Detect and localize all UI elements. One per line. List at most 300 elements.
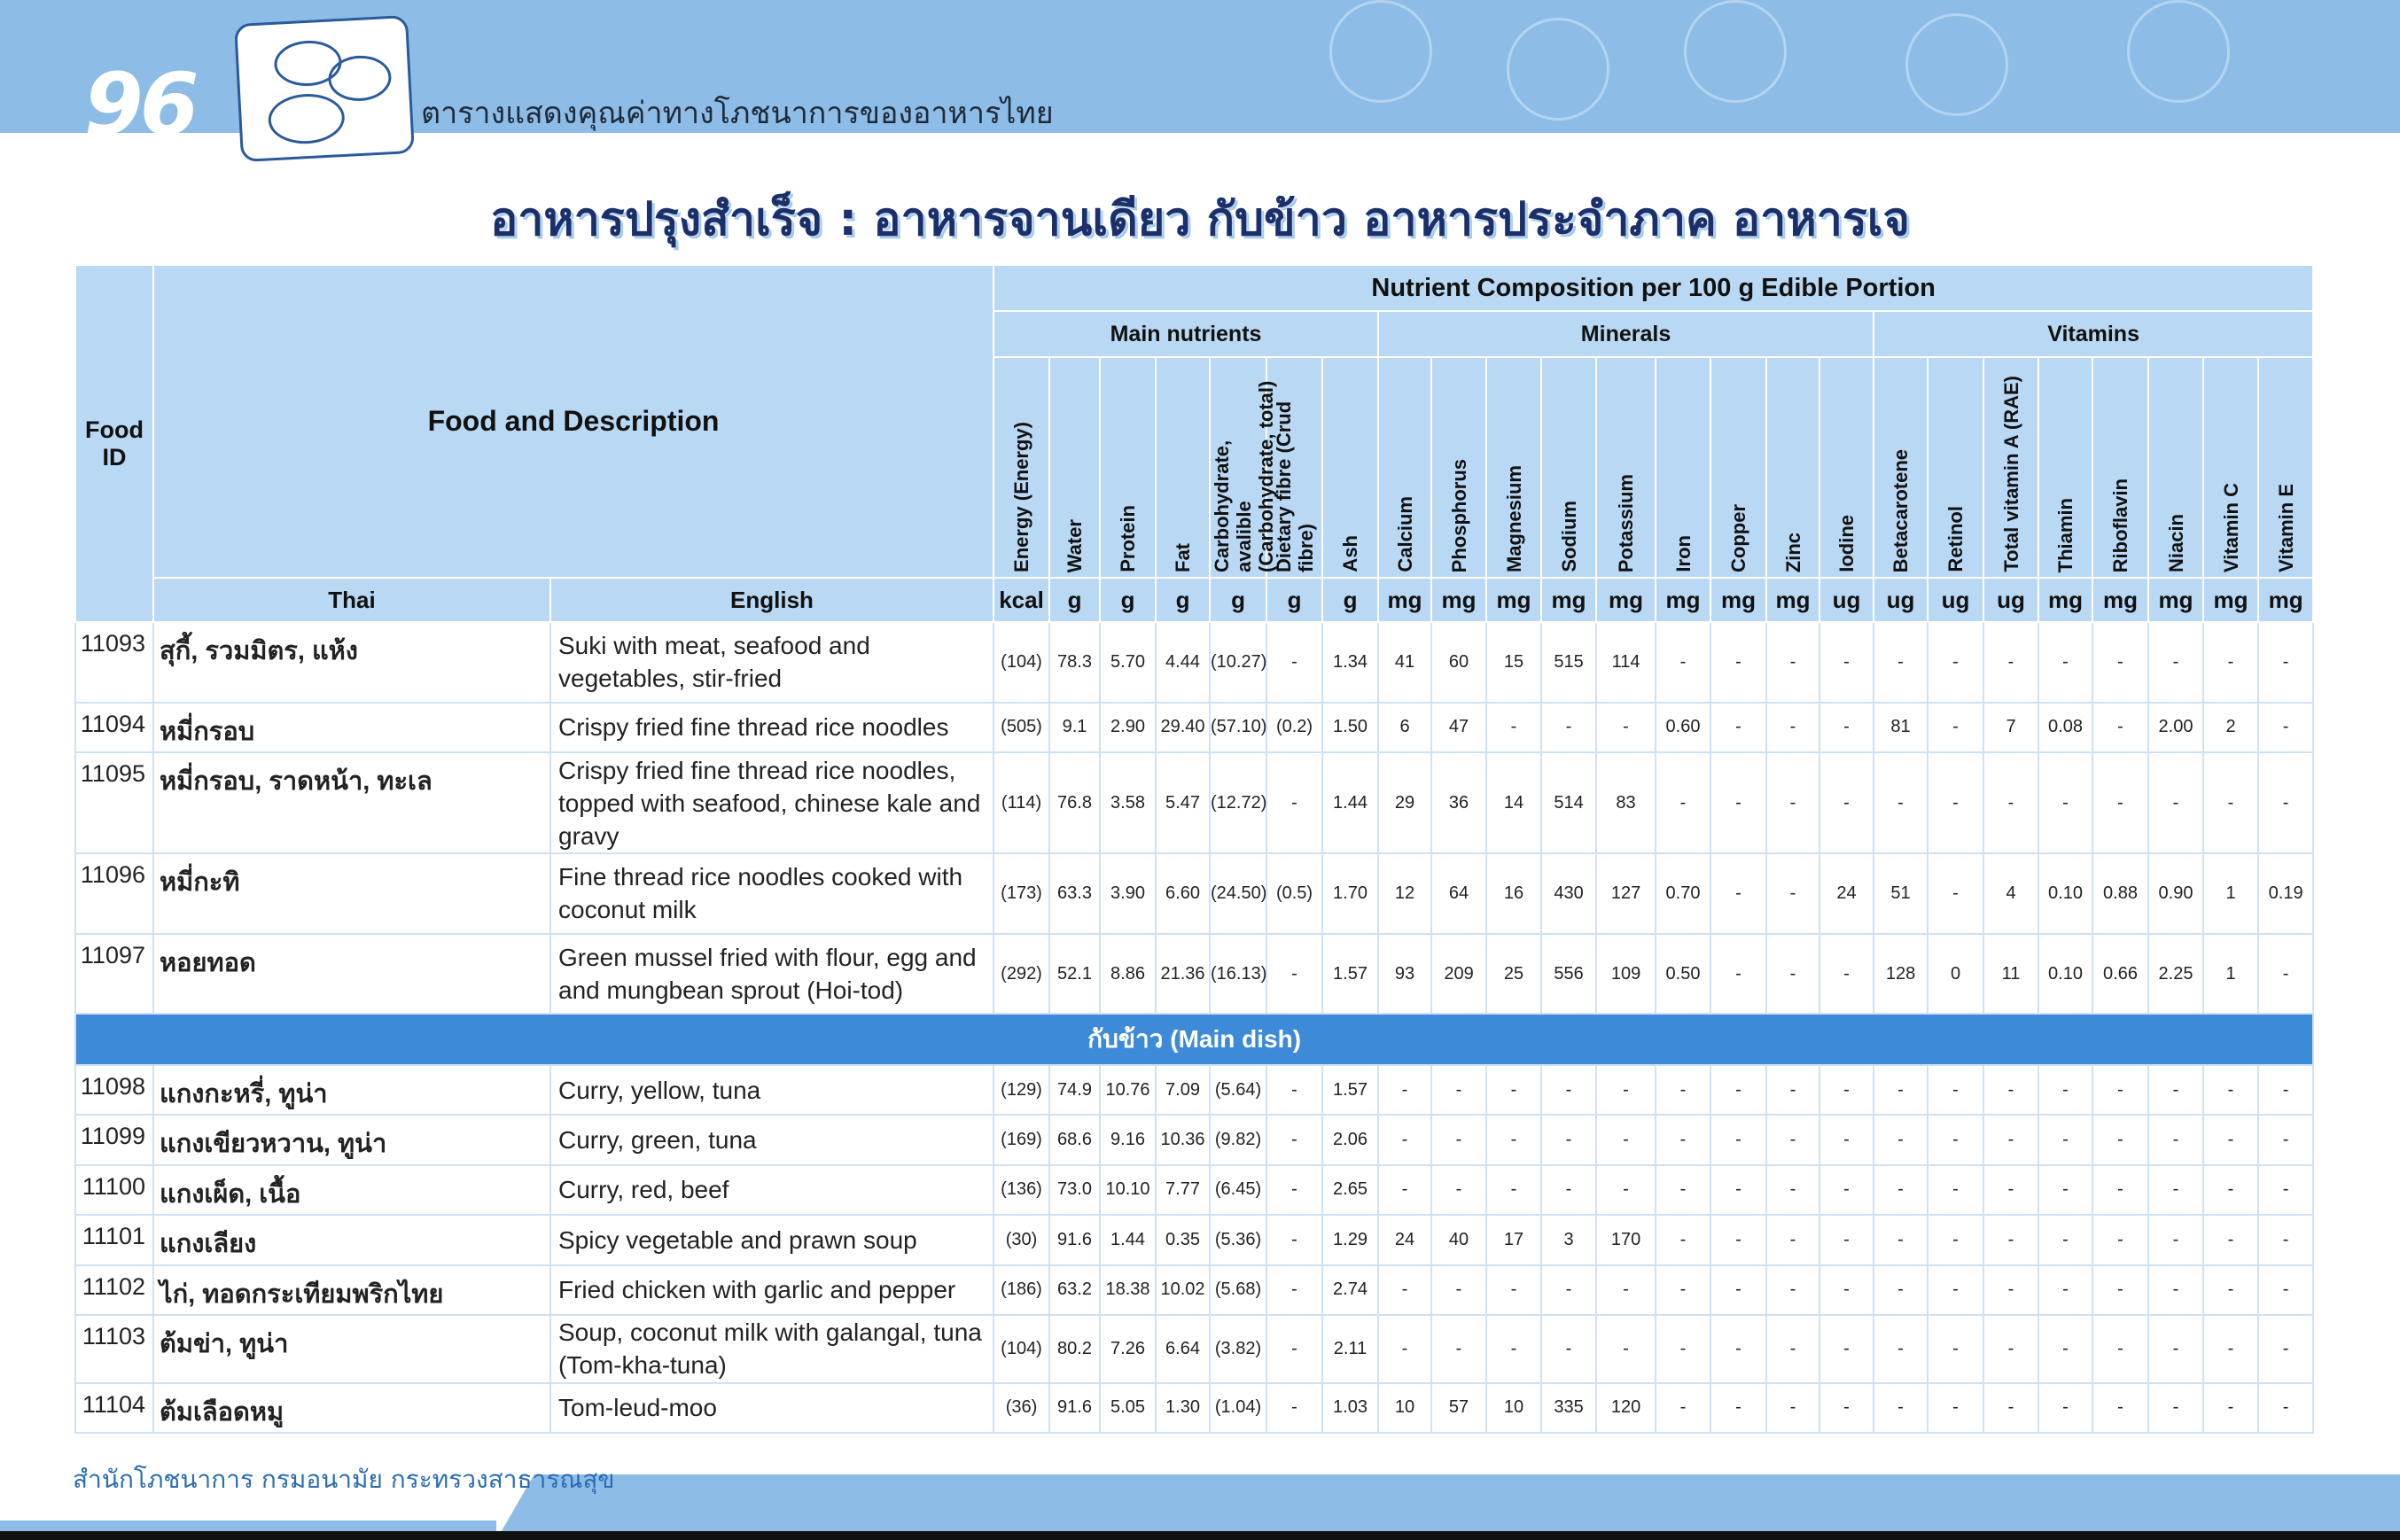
nutrient-value-cell: 76.8 (1049, 752, 1100, 853)
nutrient-value-cell: 91.6 (1049, 1383, 1100, 1434)
nutrient-value-cell: 1 (2203, 853, 2258, 934)
vegetable-doodle-icon (2127, 0, 2230, 103)
nutrient-value-cell: 24 (1819, 853, 1874, 934)
nutrient-value-cell: - (1266, 622, 1322, 703)
nutrient-value-cell: - (2038, 1165, 2092, 1215)
nutrient-value-cell: - (1596, 1165, 1656, 1215)
nutrient-value-cell: 83 (1596, 752, 1656, 853)
unit-header: mg (2148, 578, 2203, 622)
nutrient-value-cell: (36) (994, 1383, 1049, 1434)
nutrient-value-cell: 2.90 (1100, 703, 1156, 752)
unit-header: mg (1596, 578, 1656, 622)
nutrient-value-cell: (169) (994, 1115, 1049, 1164)
nutrient-value-cell: - (2148, 1115, 2203, 1164)
nutrient-value-cell: - (2038, 752, 2092, 853)
nutrient-value-cell: - (2092, 1065, 2148, 1115)
nutrient-value-cell: - (1819, 752, 1874, 853)
nutrient-value-cell: - (1656, 1115, 1710, 1164)
nutrient-value-cell: - (2092, 752, 2148, 853)
nutrient-value-cell: 514 (1541, 752, 1596, 853)
nutrient-value-cell: - (1431, 1115, 1486, 1164)
nutrient-value-cell: - (1983, 1265, 2038, 1315)
nutrient-value-cell: - (1378, 1115, 1431, 1164)
nutrient-name: Total vitamin A (RAE) (1999, 376, 2022, 572)
nutrient-value-cell: - (1596, 1115, 1656, 1164)
nutrient-value-cell: - (1983, 1383, 2038, 1434)
nutrient-value-cell: - (1266, 752, 1322, 853)
nutrient-value-cell: (5.68) (1210, 1265, 1266, 1315)
nutrient-value-cell: - (2258, 622, 2313, 703)
nutrient-name: Ash (1339, 535, 1362, 572)
nutrient-value-cell: - (1766, 934, 1819, 1015)
nutrient-value-cell: (114) (994, 752, 1049, 853)
food-bowls-icon (234, 15, 415, 162)
nutrient-value-cell: 2.06 (1322, 1115, 1378, 1164)
nutrient-value-cell: (5.36) (1210, 1215, 1266, 1264)
nutrient-value-cell: - (2092, 703, 2148, 752)
nutrient-value-cell: - (1983, 1165, 2038, 1215)
nutrient-value-cell: - (1819, 622, 1874, 703)
thai-name-cell: แกงเลียง (153, 1215, 550, 1264)
nutrient-value-cell: (24.50) (1210, 853, 1266, 934)
nutrient-composition-header: Nutrient Composition per 100 g Edible Portion (994, 265, 2313, 311)
nutrient-value-cell: - (1378, 1165, 1431, 1215)
bowl-icon (267, 92, 346, 145)
nutrient-value-cell: - (1983, 1315, 2038, 1383)
table-row (75, 853, 2313, 934)
nutrient-value-cell: - (1656, 1065, 1710, 1115)
unit-header: g (1322, 578, 1378, 622)
nutrient-value-cell: - (1928, 853, 1983, 934)
nutrient-value-cell: - (2203, 1215, 2258, 1264)
nutrient-value-cell: 0.70 (1656, 853, 1710, 934)
food-description-header: Food and Description (153, 265, 994, 578)
nutrient-value-cell: 515 (1541, 622, 1596, 703)
unit-header: g (1049, 578, 1100, 622)
thai-name-cell: ต้มเลือดหมู (153, 1383, 550, 1434)
vegetable-doodle-icon (1507, 18, 1609, 121)
nutrient-value-cell: 1 (2203, 934, 2258, 1015)
nutrient-name: Water (1064, 518, 1087, 572)
nutrient-value-cell: 9.1 (1049, 703, 1100, 752)
nutrient-value-cell: - (1766, 1215, 1819, 1264)
food-id-cell: 11098 (75, 1065, 153, 1115)
thai-name-cell: แกงกะหรี่, ทูน่า (153, 1065, 550, 1115)
nutrient-value-cell: - (1266, 1265, 1322, 1315)
table-row (75, 1115, 2313, 1164)
food-id-cell: 11096 (75, 853, 153, 934)
nutrient-value-cell: - (2148, 1065, 2203, 1115)
nutrient-value-cell: - (1266, 934, 1322, 1015)
unit-header: ug (1819, 578, 1874, 622)
nutrient-value-cell: - (2258, 703, 2313, 752)
nutrient-value-cell: - (2092, 1115, 2148, 1164)
nutrient-value-cell: - (2203, 1315, 2258, 1383)
nutrient-value-cell: 170 (1596, 1215, 1656, 1264)
nutrient-value-cell: 3.58 (1100, 752, 1156, 853)
nutrient-value-cell: - (1656, 1215, 1710, 1264)
nutrient-value-cell: (0.2) (1266, 703, 1322, 752)
nutrient-header-carbohydrate-avalible-carbohydrate (1210, 357, 1278, 578)
english-name-cell: Curry, yellow, tuna (550, 1065, 994, 1115)
nutrient-name: Thiamin (2054, 497, 2077, 572)
nutrient-value-cell: - (1928, 622, 1983, 703)
nutrient-value-cell: - (1541, 1115, 1596, 1164)
nutrient-name: Energy (Energy) (1010, 422, 1033, 572)
footer-bar (496, 1474, 2400, 1540)
nutrient-value-cell: - (2148, 752, 2203, 853)
nutrient-name: Iron (1671, 535, 1695, 572)
nutrient-value-cell: 10.10 (1100, 1165, 1156, 1215)
nutrient-value-cell: - (1541, 1165, 1596, 1215)
food-id-cell: 11100 (75, 1165, 153, 1215)
nutrient-value-cell: - (1378, 1265, 1431, 1315)
table-row (75, 1165, 2313, 1215)
nutrient-value-cell: - (1874, 1165, 1928, 1215)
thai-name-cell: ไก่, ทอดกระเทียมพริกไทย (153, 1265, 550, 1315)
nutrient-header-thiamin (2038, 357, 2092, 578)
nutrient-value-cell: - (1710, 1315, 1766, 1383)
nutrient-value-cell: 1.34 (1322, 622, 1378, 703)
nutrient-value-cell: - (1819, 1383, 1874, 1434)
minerals-header: Minerals (1378, 311, 1874, 357)
nutrient-value-cell: - (1486, 1315, 1541, 1383)
nutrient-value-cell: - (1928, 1065, 1983, 1115)
nutrient-value-cell: - (2258, 1315, 2313, 1383)
nutrient-value-cell: 0.10 (2038, 853, 2092, 934)
nutrient-value-cell: 7.26 (1100, 1315, 1156, 1383)
nutrient-value-cell: 335 (1541, 1383, 1596, 1434)
food-id-cell: 11095 (75, 752, 153, 853)
nutrient-value-cell: - (1928, 1165, 1983, 1215)
nutrient-value-cell: - (1928, 703, 1983, 752)
nutrient-header-vitamin-c (2203, 357, 2258, 578)
main-nutrients-header: Main nutrients (994, 311, 1378, 357)
table-row (75, 1215, 2313, 1264)
unit-header: mg (2038, 578, 2092, 622)
nutrient-value-cell: 21.36 (1156, 934, 1210, 1015)
thai-name-cell: หมี่กรอบ, ราดหน้า, ทะเล (153, 752, 550, 853)
thai-name-cell: หมี่กรอบ (153, 703, 550, 752)
nutrient-name: Copper (1727, 504, 1750, 572)
nutrient-value-cell: 127 (1596, 853, 1656, 934)
nutrient-value-cell: (9.82) (1210, 1115, 1266, 1164)
nutrient-value-cell: - (1928, 1383, 1983, 1434)
unit-header: mg (1710, 578, 1766, 622)
nutrient-value-cell: (16.13) (1210, 934, 1266, 1015)
nutrient-value-cell: - (1928, 1315, 1983, 1383)
nutrient-name: Sodium (1557, 501, 1580, 572)
nutrient-value-cell: 10 (1486, 1383, 1541, 1434)
nutrient-value-cell: - (1266, 1215, 1322, 1264)
nutrient-header-fat (1156, 357, 1210, 578)
nutrient-value-cell: - (2148, 1265, 2203, 1315)
nutrient-value-cell: 2.74 (1322, 1265, 1378, 1315)
nutrient-value-cell: 52.1 (1049, 934, 1100, 1015)
english-name-cell: Crispy fried fine thread rice noodles, topped with seafood, chinese kale and gravy (550, 752, 994, 853)
unit-header: ug (1874, 578, 1928, 622)
nutrient-value-cell: 68.6 (1049, 1115, 1100, 1164)
unit-header: g (1266, 578, 1322, 622)
nutrient-value-cell: - (1431, 1265, 1486, 1315)
table-row (75, 703, 2313, 752)
nutrient-value-cell: (173) (994, 853, 1049, 934)
nutrient-value-cell: - (2038, 622, 2092, 703)
nutrient-value-cell: (10.27) (1210, 622, 1266, 703)
nutrient-value-cell: - (1486, 1165, 1541, 1215)
nutrient-header-niacin (2148, 357, 2203, 578)
vegetable-doodle-icon (1684, 0, 1787, 103)
nutrient-value-cell: 93 (1378, 934, 1431, 1015)
english-name-cell: Suki with meat, seafood and vegetables, stir-fried (550, 622, 994, 703)
nutrient-value-cell: - (1541, 1265, 1596, 1315)
nutrient-value-cell: 29.40 (1156, 703, 1210, 752)
nutrient-value-cell: - (1928, 1115, 1983, 1164)
nutrient-name: Retinol (1944, 506, 1968, 572)
nutrient-value-cell: 91.6 (1049, 1215, 1100, 1264)
english-name-cell: Fried chicken with garlic and pepper (550, 1265, 994, 1315)
nutrient-header-energy-energy (994, 357, 1049, 578)
nutrient-value-cell: - (1266, 1383, 1322, 1434)
nutrient-value-cell: - (1766, 622, 1819, 703)
english-name-cell: Curry, red, beef (550, 1165, 994, 1215)
nutrient-name: Potassium (1615, 473, 1638, 572)
nutrient-value-cell: - (1486, 1115, 1541, 1164)
nutrient-value-cell: - (2148, 1315, 2203, 1383)
unit-header: ug (1983, 578, 2038, 622)
nutrient-value-cell: - (1766, 1165, 1819, 1215)
unit-header: mg (1766, 578, 1819, 622)
nutrient-value-cell: 2.11 (1322, 1315, 1378, 1383)
nutrient-value-cell: 0 (1928, 934, 1983, 1015)
nutrient-value-cell: - (2092, 1165, 2148, 1215)
english-name-cell: Fine thread rice noodles cooked with coconut milk (550, 853, 994, 934)
nutrient-value-cell: - (1766, 1065, 1819, 1115)
thai-column-header: Thai (153, 578, 550, 622)
nutrient-value-cell: - (1710, 1115, 1766, 1164)
nutrient-value-cell: - (1928, 752, 1983, 853)
food-id-cell: 11094 (75, 703, 153, 752)
nutrient-value-cell: (104) (994, 622, 1049, 703)
nutrient-value-cell: 8.86 (1100, 934, 1156, 1015)
nutrient-header-sodium (1541, 357, 1596, 578)
nutrient-value-cell: 63.3 (1049, 853, 1100, 934)
nutrient-value-cell: - (1874, 1115, 1928, 1164)
nutrient-value-cell: 25 (1486, 934, 1541, 1015)
scan-edge (0, 1531, 2400, 1540)
nutrient-value-cell: - (1596, 1065, 1656, 1115)
nutrient-value-cell: 4.44 (1156, 622, 1210, 703)
nutrient-value-cell: 10.02 (1156, 1265, 1210, 1315)
thai-name-cell: แกงเผ็ด, เนื้อ (153, 1165, 550, 1215)
nutrient-value-cell: 10.76 (1100, 1065, 1156, 1115)
page-heading: อาหารปรุงสำเร็จ : อาหารจานเดียว กับข้าว อาหารประจำภาค อาหารเจ (490, 193, 1910, 246)
nutrient-value-cell: - (1766, 1315, 1819, 1383)
nutrient-value-cell: - (2092, 1315, 2148, 1383)
nutrient-name: Niacin (2164, 513, 2187, 572)
nutrient-value-cell: - (1710, 1065, 1766, 1115)
food-id-cell: 11099 (75, 1115, 153, 1164)
nutrient-value-cell: - (2258, 1065, 2313, 1115)
nutrient-value-cell: 5.70 (1100, 622, 1156, 703)
unit-header: mg (2092, 578, 2148, 622)
nutrient-name: Dietary fibre (Crud fibre) (1272, 401, 1317, 572)
nutrient-value-cell: - (1656, 1265, 1710, 1315)
nutrient-value-cell: 6.60 (1156, 853, 1210, 934)
nutrient-value-cell: - (1710, 1383, 1766, 1434)
nutrient-value-cell: 2.00 (2148, 703, 2203, 752)
nutrient-value-cell: 209 (1431, 934, 1486, 1015)
nutrient-value-cell: (12.72) (1210, 752, 1266, 853)
nutrient-value-cell: - (1874, 622, 1928, 703)
footer-text: สำนักโภชนาการ กรมอนามัย กระทรวงสาธารณสุข (73, 1465, 615, 1494)
nutrient-value-cell: (0.5) (1266, 853, 1322, 934)
vegetable-doodle-icon (1905, 13, 2008, 116)
nutrient-header-iodine (1819, 357, 1874, 578)
nutrient-value-cell: 74.9 (1049, 1065, 1100, 1115)
nutrient-value-cell: - (1983, 622, 2038, 703)
nutrient-value-cell: 0.90 (2148, 853, 2203, 934)
nutrient-name: Betacarotene (1890, 448, 1913, 572)
nutrient-value-cell: (5.64) (1210, 1065, 1266, 1115)
nutrient-value-cell: - (1431, 1315, 1486, 1383)
nutrient-value-cell: (6.45) (1210, 1165, 1266, 1215)
nutrient-value-cell: - (1710, 752, 1766, 853)
nutrient-value-cell: - (1656, 1315, 1710, 1383)
unit-header: g (1156, 578, 1210, 622)
nutrient-value-cell: - (1656, 752, 1710, 853)
nutrient-name: Vitamin E (2274, 484, 2297, 572)
nutrient-value-cell: - (2038, 1265, 2092, 1315)
nutrient-value-cell: 29 (1378, 752, 1431, 853)
nutrient-value-cell: (292) (994, 934, 1049, 1015)
nutrient-value-cell: 430 (1541, 853, 1596, 934)
nutrient-value-cell: - (2092, 1383, 2148, 1434)
nutrient-value-cell: 1.44 (1322, 752, 1378, 853)
thai-name-cell: ต้มข่า, ทูน่า (153, 1315, 550, 1383)
nutrient-value-cell: 78.3 (1049, 622, 1100, 703)
nutrient-value-cell: 15 (1486, 622, 1541, 703)
unit-header: mg (2258, 578, 2313, 622)
nutrient-value-cell: - (2203, 1065, 2258, 1115)
nutrient-value-cell: (129) (994, 1065, 1049, 1115)
nutrient-value-cell: - (1710, 703, 1766, 752)
nutrient-value-cell: - (1819, 1215, 1874, 1264)
nutrient-value-cell: - (2203, 622, 2258, 703)
nutrient-value-cell: 556 (1541, 934, 1596, 1015)
book-title: ตารางแสดงคุณค่าทางโภชนาการของอาหารไทย (421, 96, 1054, 131)
nutrient-value-cell: - (1710, 853, 1766, 934)
nutrient-value-cell: - (1710, 1265, 1766, 1315)
nutrient-value-cell: - (2258, 1165, 2313, 1215)
nutrient-value-cell: 51 (1874, 853, 1928, 934)
nutrient-value-cell: 109 (1596, 934, 1656, 1015)
nutrient-name: Zinc (1781, 532, 1804, 572)
nutrient-value-cell: - (1596, 1265, 1656, 1315)
nutrient-value-cell: - (1656, 1383, 1710, 1434)
nutrient-value-cell: 63.2 (1049, 1265, 1100, 1315)
section-row-main-dish (75, 1014, 2313, 1064)
nutrient-value-cell: - (1766, 1115, 1819, 1164)
nutrient-value-cell: - (2258, 1383, 2313, 1434)
nutrient-value-cell: 0.88 (2092, 853, 2148, 934)
nutrient-value-cell: 14 (1486, 752, 1541, 853)
nutrient-header-magnesium (1486, 357, 1541, 578)
nutrient-value-cell: - (1819, 703, 1874, 752)
nutrient-header-calcium (1378, 357, 1431, 578)
nutrient-name: Fat (1172, 543, 1195, 572)
nutrient-value-cell: 1.44 (1100, 1215, 1156, 1264)
nutrient-value-cell: 114 (1596, 622, 1656, 703)
nutrient-value-cell: (30) (994, 1215, 1049, 1264)
nutrient-value-cell: 24 (1378, 1215, 1431, 1264)
nutrient-value-cell: (1.04) (1210, 1383, 1266, 1434)
english-name-cell: Green mussel fried with flour, egg and and mungbean sprout (Hoi-tod) (550, 934, 994, 1015)
nutrient-value-cell: - (1541, 703, 1596, 752)
nutrient-value-cell: 41 (1378, 622, 1431, 703)
nutrient-value-cell: - (1874, 1065, 1928, 1115)
unit-header: mg (1656, 578, 1710, 622)
nutrient-value-cell: - (1710, 1215, 1766, 1264)
nutrient-value-cell: 2.65 (1322, 1165, 1378, 1215)
table-row (75, 1065, 2313, 1115)
nutrient-value-cell: - (1486, 1065, 1541, 1115)
nutrient-value-cell: - (2148, 1215, 2203, 1264)
nutrient-value-cell: - (1596, 1315, 1656, 1383)
nutrient-value-cell: (3.82) (1210, 1315, 1266, 1383)
nutrient-value-cell: - (1928, 1265, 1983, 1315)
nutrient-value-cell: 2 (2203, 703, 2258, 752)
food-id-cell: 11097 (75, 934, 153, 1015)
nutrient-name: Vitamin C (2219, 482, 2242, 572)
nutrient-value-cell: - (1596, 703, 1656, 752)
nutrient-value-cell: 0.10 (2038, 934, 2092, 1015)
unit-header: g (1210, 578, 1266, 622)
nutrient-value-cell: 6.64 (1156, 1315, 1210, 1383)
unit-header: mg (1541, 578, 1596, 622)
nutrient-value-cell: - (1541, 1065, 1596, 1115)
nutrient-value-cell: 73.0 (1049, 1165, 1100, 1215)
nutrient-value-cell: 40 (1431, 1215, 1486, 1264)
nutrient-value-cell: - (1710, 1165, 1766, 1215)
nutrient-header-riboflavin (2092, 357, 2148, 578)
nutrient-header-copper (1710, 357, 1766, 578)
nutrient-value-cell: - (1874, 1265, 1928, 1315)
nutrient-value-cell: (136) (994, 1165, 1049, 1215)
nutrient-value-cell: - (1766, 752, 1819, 853)
nutrient-header-dietary-fibre-crud (1266, 357, 1322, 578)
unit-header: mg (1486, 578, 1541, 622)
nutrient-name: Iodine (1835, 515, 1858, 572)
nutrient-value-cell: 80.2 (1049, 1315, 1100, 1383)
nutrient-value-cell: 4 (1983, 853, 2038, 934)
vegetable-doodle-icon (1329, 0, 1432, 103)
nutrient-header-retinol (1928, 357, 1983, 578)
nutrient-value-cell: 7.09 (1156, 1065, 1210, 1115)
nutrient-value-cell: 64 (1431, 853, 1486, 934)
nutrient-value-cell: - (2148, 1165, 2203, 1215)
nutrient-value-cell: - (1928, 1215, 1983, 1264)
nutrient-value-cell: 5.47 (1156, 752, 1210, 853)
nutrient-value-cell: 60 (1431, 622, 1486, 703)
nutrient-value-cell: 120 (1596, 1383, 1656, 1434)
nutrient-value-cell: 57 (1431, 1383, 1486, 1434)
nutrient-value-cell: - (2148, 1383, 2203, 1434)
nutrient-value-cell: - (1486, 1265, 1541, 1315)
nutrient-value-cell: - (1819, 1265, 1874, 1315)
table-row (75, 1315, 2313, 1383)
nutrition-table (74, 264, 2314, 1434)
